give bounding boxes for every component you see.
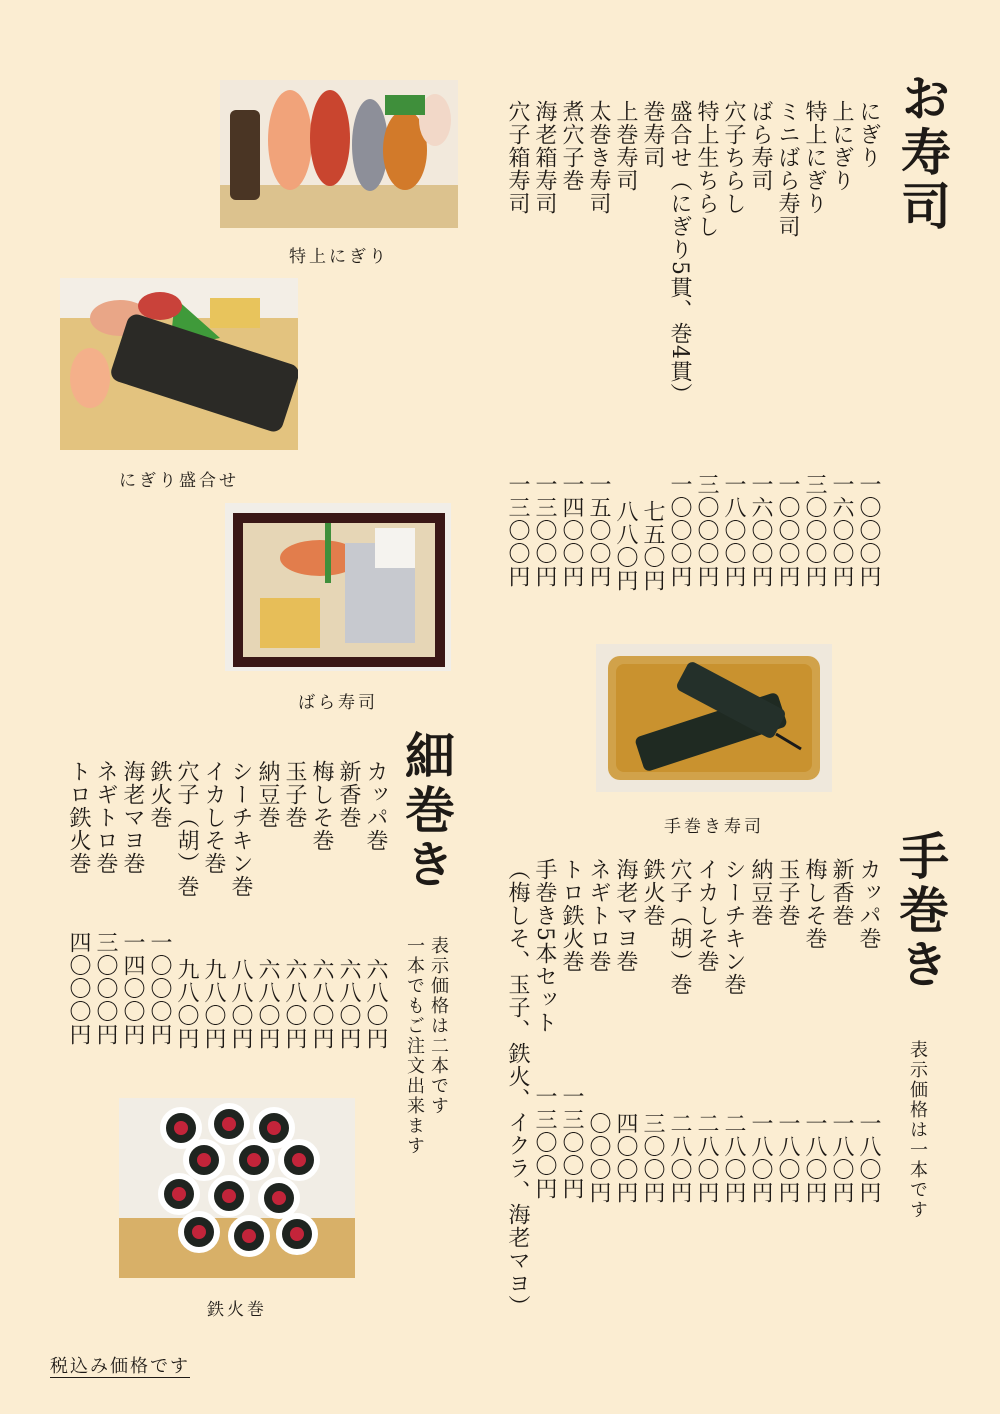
hosomaki-item-price: 九八〇円 xyxy=(201,958,226,1050)
temaki-item-name: シーチキン巻 xyxy=(721,858,746,996)
temaki-item-price: 二八〇円 xyxy=(667,1112,692,1204)
nigiri-moriawase-photo xyxy=(60,278,298,450)
temaki-item-price: 一三〇〇円 xyxy=(532,1085,557,1200)
sushi-item-name: 煮穴子巻 xyxy=(559,100,584,192)
hosomaki-item-name: トロ鉄火巻 xyxy=(66,760,91,875)
sushi-item-price: 一〇〇〇円 xyxy=(775,473,800,588)
temaki-item-name: 納豆巻 xyxy=(748,858,773,927)
temaki-heading: 手巻き xyxy=(891,830,950,992)
tax-included-note: 税込み価格です xyxy=(50,1356,190,1377)
hosomaki-item-price: 六八〇円 xyxy=(336,958,361,1050)
temaki-note: 表示価格は一本です xyxy=(907,1040,928,1220)
temaki-item-price: 一八〇円 xyxy=(856,1112,881,1204)
sushi-item-price: 一八〇〇円 xyxy=(721,473,746,588)
nigiri-moriawase-caption: にぎり盛合せ xyxy=(119,471,239,491)
hosomaki-item-name: 玉子巻 xyxy=(282,760,307,829)
hosomaki-item-name: 鉄火巻 xyxy=(147,760,172,829)
hosomaki-note: 表示価格は二本です 一本でもご注文出来ます xyxy=(404,936,449,1156)
tokujo-nigiri-caption: 特上にぎり xyxy=(289,247,389,267)
hosomaki-item-price: 一〇〇〇円 xyxy=(147,931,172,1046)
hosomaki-item-price: 六八〇円 xyxy=(363,958,388,1050)
sushi-item-name: 太巻き寿司 xyxy=(586,100,611,215)
sushi-item-price: 八八〇円 xyxy=(613,500,638,592)
hosomaki-item-price: 四〇〇〇円 xyxy=(66,931,91,1046)
sushi-item-name: ミニばら寿司 xyxy=(775,100,800,238)
hosomaki-item-name: 穴子（胡）巻 xyxy=(174,760,199,898)
temaki-item-price: 〇〇〇円 xyxy=(586,1112,611,1204)
temaki-item-name: 穴子（胡）巻 xyxy=(667,858,692,996)
hosomaki-item-price: 九八〇円 xyxy=(174,958,199,1050)
sushi-item-name: 特上にぎり xyxy=(802,100,827,215)
bara-zushi-caption: ばら寿司 xyxy=(298,693,378,713)
sushi-item-price: 三〇〇〇円 xyxy=(694,473,719,588)
bara-zushi-photo xyxy=(225,503,451,671)
sushi-item-name: 海老箱寿司 xyxy=(532,100,557,215)
sushi-item-name: にぎり xyxy=(856,100,881,169)
tekka-maki-photo xyxy=(119,1098,355,1278)
sushi-item-price: 一三〇〇円 xyxy=(532,473,557,588)
hosomaki-item-name: 海老マヨ巻 xyxy=(120,760,145,875)
hosomaki-item-name: 梅しそ巻 xyxy=(309,760,334,852)
sushi-item-name: ばら寿司 xyxy=(748,100,773,192)
tokujo-nigiri-photo xyxy=(220,80,458,228)
temaki-item-price: 二八〇円 xyxy=(721,1112,746,1204)
temaki-item-name: ネギトロ巻 xyxy=(586,858,611,973)
sushi-item-name: 上にぎり xyxy=(829,100,854,192)
hosomaki-item-price: 六八〇円 xyxy=(309,958,334,1050)
sushi-item-price: 一三〇〇円 xyxy=(505,473,530,588)
sushi-item-price: 三〇〇〇円 xyxy=(802,473,827,588)
sushi-item-price: 一〇〇〇円 xyxy=(856,473,881,588)
sushi-item-price: 一〇〇〇円 xyxy=(667,473,692,588)
temaki-item-name: 梅しそ巻 xyxy=(802,858,827,950)
temaki-item-price: 一八〇円 xyxy=(802,1112,827,1204)
hosomaki-item-name: ネギトロ巻 xyxy=(93,760,118,875)
sushi-item-price: 七五〇円 xyxy=(640,500,665,592)
hosomaki-item-price: 一四〇〇円 xyxy=(120,931,145,1046)
temaki-item-price: 三〇〇円 xyxy=(640,1112,665,1204)
hosomaki-item-price: 六八〇円 xyxy=(282,958,307,1050)
sushi-heading: お寿司 xyxy=(893,72,952,234)
sushi-item-price: 一六〇〇円 xyxy=(829,473,854,588)
temaki-item-price: 四〇〇円 xyxy=(613,1112,638,1204)
temaki-item-price: 二八〇円 xyxy=(694,1112,719,1204)
sushi-item-name: 穴子箱寿司 xyxy=(505,100,530,215)
tekka-maki-caption: 鉄火巻 xyxy=(207,1300,267,1320)
sushi-item-name: 盛合せ（にぎり5貫、巻4貫） xyxy=(667,100,692,406)
hosomaki-item-name: シーチキン巻 xyxy=(228,760,253,898)
sushi-item-price: 一四〇〇円 xyxy=(559,473,584,588)
temaki-item-name: 新香巻 xyxy=(829,858,854,927)
hosomaki-heading: 細巻き xyxy=(397,730,456,892)
hosomaki-item-name: カッパ巻 xyxy=(363,760,388,852)
hosomaki-item-price: 六八〇円 xyxy=(255,958,280,1050)
temaki-item-price: 一八〇円 xyxy=(775,1112,800,1204)
temaki-item-name: カッパ巻 xyxy=(856,858,881,950)
sushi-item-price: 一六〇〇円 xyxy=(748,473,773,588)
temaki-item-price: 一八〇円 xyxy=(748,1112,773,1204)
temaki-item-name: （梅しそ、玉子、鉄火、イクラ、海老マヨ） xyxy=(505,858,530,1318)
hosomaki-item-price: 三〇〇〇円 xyxy=(93,931,118,1046)
temaki-zushi-caption: 手巻き寿司 xyxy=(664,817,764,837)
temaki-item-name: 鉄火巻 xyxy=(640,858,665,927)
sushi-item-name: 上巻寿司 xyxy=(613,100,638,192)
temaki-item-name: 玉子巻 xyxy=(775,858,800,927)
temaki-item-name: 海老マヨ巻 xyxy=(613,858,638,973)
temaki-zushi-photo xyxy=(596,644,832,792)
temaki-item-name: 手巻き5本セット xyxy=(532,858,557,1034)
hosomaki-item-name: 納豆巻 xyxy=(255,760,280,829)
sushi-item-name: 穴子ちらし xyxy=(721,100,746,215)
sushi-item-name: 特上生ちらし xyxy=(694,100,719,238)
temaki-item-name: イカしそ巻 xyxy=(694,858,719,973)
temaki-item-price: 一八〇円 xyxy=(829,1112,854,1204)
temaki-item-price: 一三〇〇円 xyxy=(559,1085,584,1200)
hosomaki-item-name: イカしそ巻 xyxy=(201,760,226,875)
sushi-item-price: 一五〇〇円 xyxy=(586,473,611,588)
hosomaki-item-price: 八八〇円 xyxy=(228,958,253,1050)
temaki-item-name: トロ鉄火巻 xyxy=(559,858,584,973)
hosomaki-item-name: 新香巻 xyxy=(336,760,361,829)
sushi-item-name: 巻寿司 xyxy=(640,100,665,169)
